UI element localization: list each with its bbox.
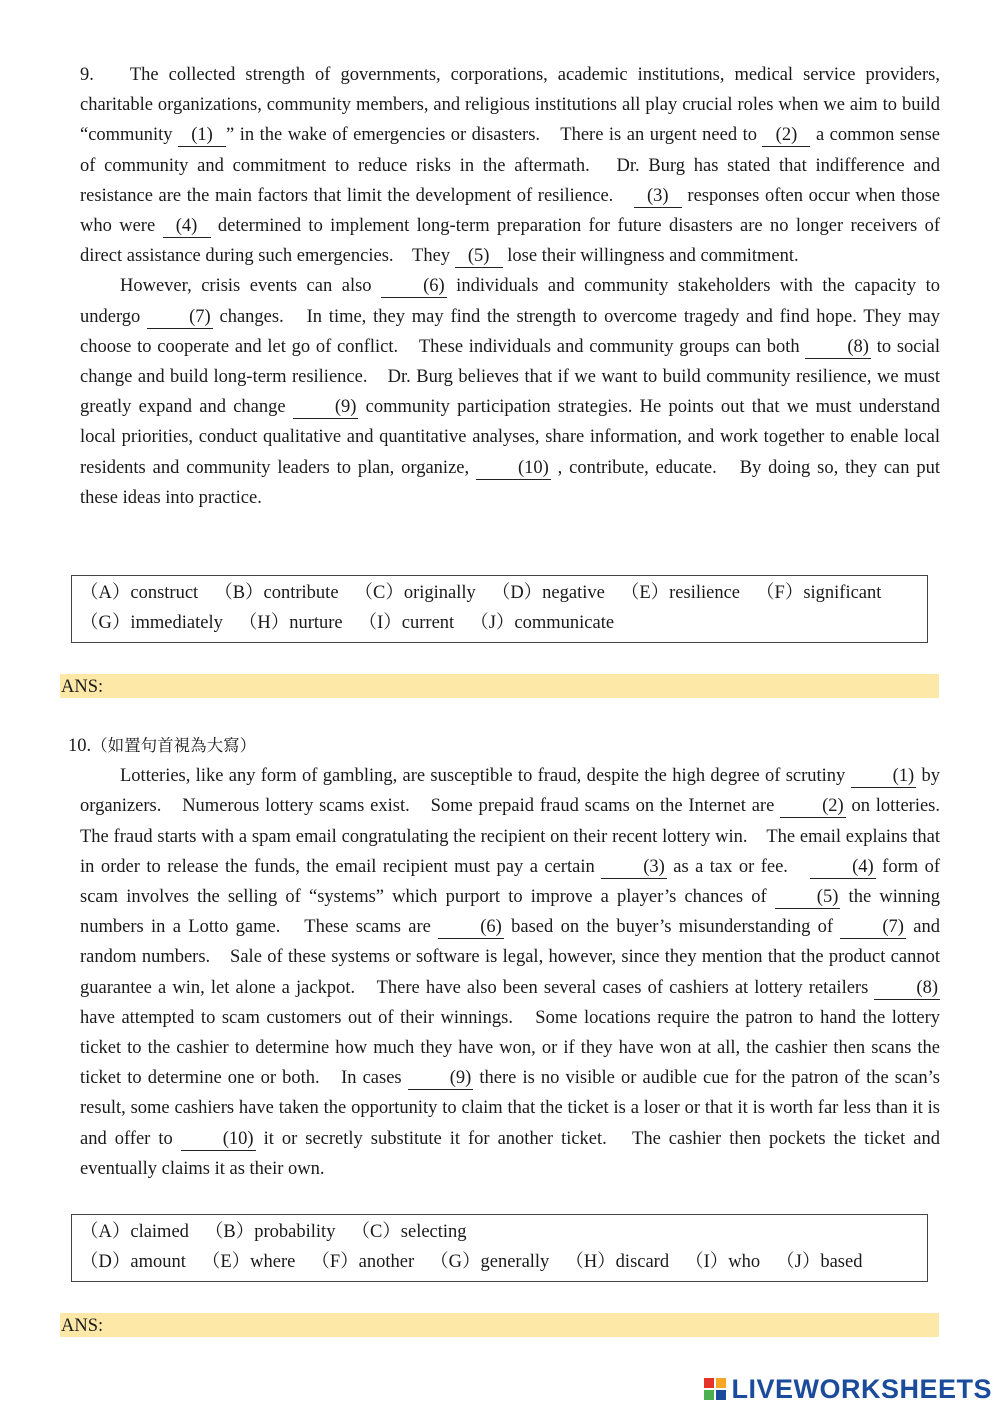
- passage-text: to social change and build long-term resilience. Dr. Burg believes that if we want to build community resilience, we must greatly expand and change: [80, 336, 940, 418]
- passage-text: ” in the wake of emergencies or disasters. There is an urgent need to: [226, 125, 763, 146]
- option-item: （I）current: [358, 613, 455, 633]
- option-item: （C）selecting: [351, 1222, 467, 1242]
- passage-text: However, crisis events can also: [120, 276, 382, 297]
- question-note: （如置句首視為大寫）: [91, 736, 257, 755]
- passage-text: responses often occur when those who were: [80, 185, 941, 237]
- logo-text: LIVEWORKSHEETS: [731, 1373, 992, 1404]
- option-item: （H）nurture: [238, 613, 343, 633]
- passage-text: determined to implement long-term preparation for future disasters are no longer receivers of direct assistance during such emergencies. They: [80, 216, 940, 267]
- passage-text: there is no visible or audible cue for the patron of the scan’s result, some cashiers have taken the opportunity to claim that the ticket is a loser or that it is worth far less than it is and offer to: [80, 1068, 940, 1149]
- options-row: [80, 578, 919, 608]
- option-item: （D）negative: [491, 583, 605, 603]
- passage-text: and random numbers. Sale of these systems or software is legal, however, since they mention that the product cannot guarantee a win, let alone a jackpot. There have also been several cases of cashiers at lottery retailers: [80, 917, 941, 998]
- q10-blank-10[interactable]: (10): [181, 1128, 256, 1151]
- q9-paragraph-1: [80, 60, 940, 271]
- option-item: （F）another: [311, 1252, 415, 1272]
- options-row: [80, 1247, 919, 1277]
- q10-answer-field[interactable]: ANS:: [60, 1313, 939, 1337]
- q9-blank-6[interactable]: (6): [381, 275, 447, 298]
- options-row: [80, 608, 919, 638]
- q9-blank-8[interactable]: (8): [805, 336, 871, 359]
- q10-paragraph-1: [68, 761, 959, 1184]
- option-item: （E）where: [201, 1252, 296, 1272]
- option-item: （B）probability: [204, 1222, 336, 1242]
- liveworksheets-logo: [704, 1373, 992, 1405]
- option-item: （I）who: [685, 1252, 761, 1272]
- option-item: （J）communicate: [470, 613, 615, 633]
- passage-text: , contribute, educate. By doing so, they can put these ideas into practice.: [80, 457, 940, 508]
- option-item: （G）generally: [430, 1252, 550, 1272]
- q9-blank-4[interactable]: (4): [163, 215, 211, 238]
- logo-square: [716, 1390, 726, 1400]
- passage-text: a common sense of community and commitment to reduce risks in the aftermath. Dr. Burg has stated that indifference and resistance are the main factors that limit the development of resilience.: [80, 125, 940, 206]
- q10-blank-4[interactable]: (4): [810, 856, 876, 879]
- option-item: （F）significant: [756, 583, 882, 603]
- option-item: （A）claimed: [80, 1222, 189, 1242]
- passage-text: as a tax or fee.: [666, 856, 811, 877]
- q9-blank-3[interactable]: (3): [634, 185, 682, 208]
- passage-text: the winning numbers in a Lotto game. These scams are: [80, 887, 940, 938]
- q9-blank-1[interactable]: (1): [178, 124, 226, 147]
- options-row: [80, 1217, 919, 1247]
- logo-square: [704, 1390, 714, 1400]
- q10-blank-5[interactable]: (5): [775, 886, 841, 909]
- passage-text: based on the buyer’s misunderstanding of: [503, 917, 841, 938]
- passage-text: by organizers. Numerous lottery scams exist. Some prepaid fraud scams on the Internet are: [80, 766, 940, 817]
- option-item: （J）based: [776, 1252, 863, 1272]
- q9-blank-5[interactable]: (5): [455, 245, 503, 268]
- q10-heading: [68, 731, 940, 761]
- q10-blank-3[interactable]: (3): [601, 856, 667, 879]
- q10-blank-9[interactable]: (9): [408, 1067, 474, 1090]
- q9-blank-7[interactable]: (7): [147, 306, 213, 329]
- passage-text: community participation strategies. He points out that we must understand local priorities, conduct qualitative and quantitative analyses, share information, and work together to enable local residents and community leaders to plan, organize,: [80, 397, 940, 478]
- q9-paragraph-2: [80, 271, 940, 513]
- passage-text: form of scam involves the selling of “systems” which purport to improve a player’s chances of: [80, 856, 941, 908]
- option-item: （D）amount: [80, 1252, 186, 1272]
- option-item: （B）contribute: [214, 583, 339, 603]
- q10-blank-2[interactable]: (2): [780, 795, 846, 818]
- passage-text: on lotteries. The fraud starts with a spam email congratulating the recipient on their recent lottery win. The email explains that in order to release the funds, the email recipient must pay a certain: [80, 796, 959, 877]
- q9-blank-2[interactable]: (2): [762, 124, 810, 147]
- question-number: 10.: [68, 736, 92, 756]
- passage-text: individuals and community stakeholders with the capacity to undergo: [80, 276, 940, 327]
- passage-text: lose their willingness and commitment.: [502, 246, 799, 267]
- option-item: （G）immediately: [80, 613, 223, 633]
- option-item: （C）originally: [354, 583, 476, 603]
- option-item: （E）resilience: [620, 583, 741, 603]
- option-item: （A）construct: [80, 583, 199, 603]
- question-9-passage: [80, 60, 940, 513]
- passage-text: The collected strength of governments, corporations, academic institutions, medical service providers, charitable organizations, community members, and religious institutions all play crucial roles when we aim to build “community: [80, 65, 940, 146]
- question-10-passage: [68, 731, 959, 1184]
- passage-text: Lotteries, like any form of gambling, are susceptible to fraud, despite the high degree of scrutiny: [120, 766, 851, 787]
- question-number: 9.: [80, 65, 94, 85]
- q9-blank-10[interactable]: (10): [476, 457, 551, 480]
- q10-blank-8[interactable]: (8): [874, 977, 940, 1000]
- q10-blank-6[interactable]: (6): [438, 916, 504, 939]
- logo-square: [716, 1378, 726, 1388]
- option-item: （H）discard: [565, 1252, 670, 1272]
- q9-answer-field[interactable]: ANS:: [60, 674, 939, 698]
- q9-options-box: [71, 575, 928, 643]
- passage-text: changes. In time, they may find the strength to overcome tragedy and find hope. They may choose to cooperate and let go of conflict. These individuals and community groups can both: [80, 306, 940, 357]
- q10-options-box: [71, 1214, 928, 1282]
- q10-blank-1[interactable]: (1): [851, 765, 917, 788]
- logo-square: [704, 1378, 714, 1388]
- q9-blank-9[interactable]: (9): [293, 396, 359, 419]
- logo-icon: [704, 1378, 726, 1400]
- q10-blank-7[interactable]: (7): [840, 916, 906, 939]
- passage-text: have attempted to scam customers out of their winnings. Some locations require the patron to hand the lottery ticket to the cashier to determine how much they have won, or if they have won at all, the cashier then scans the ticket to determine one or both. In cases: [80, 1007, 940, 1089]
- passage-text: it or secretly substitute it for another ticket. The cashier then pockets the ticket and eventually claims it as their own.: [80, 1128, 940, 1179]
